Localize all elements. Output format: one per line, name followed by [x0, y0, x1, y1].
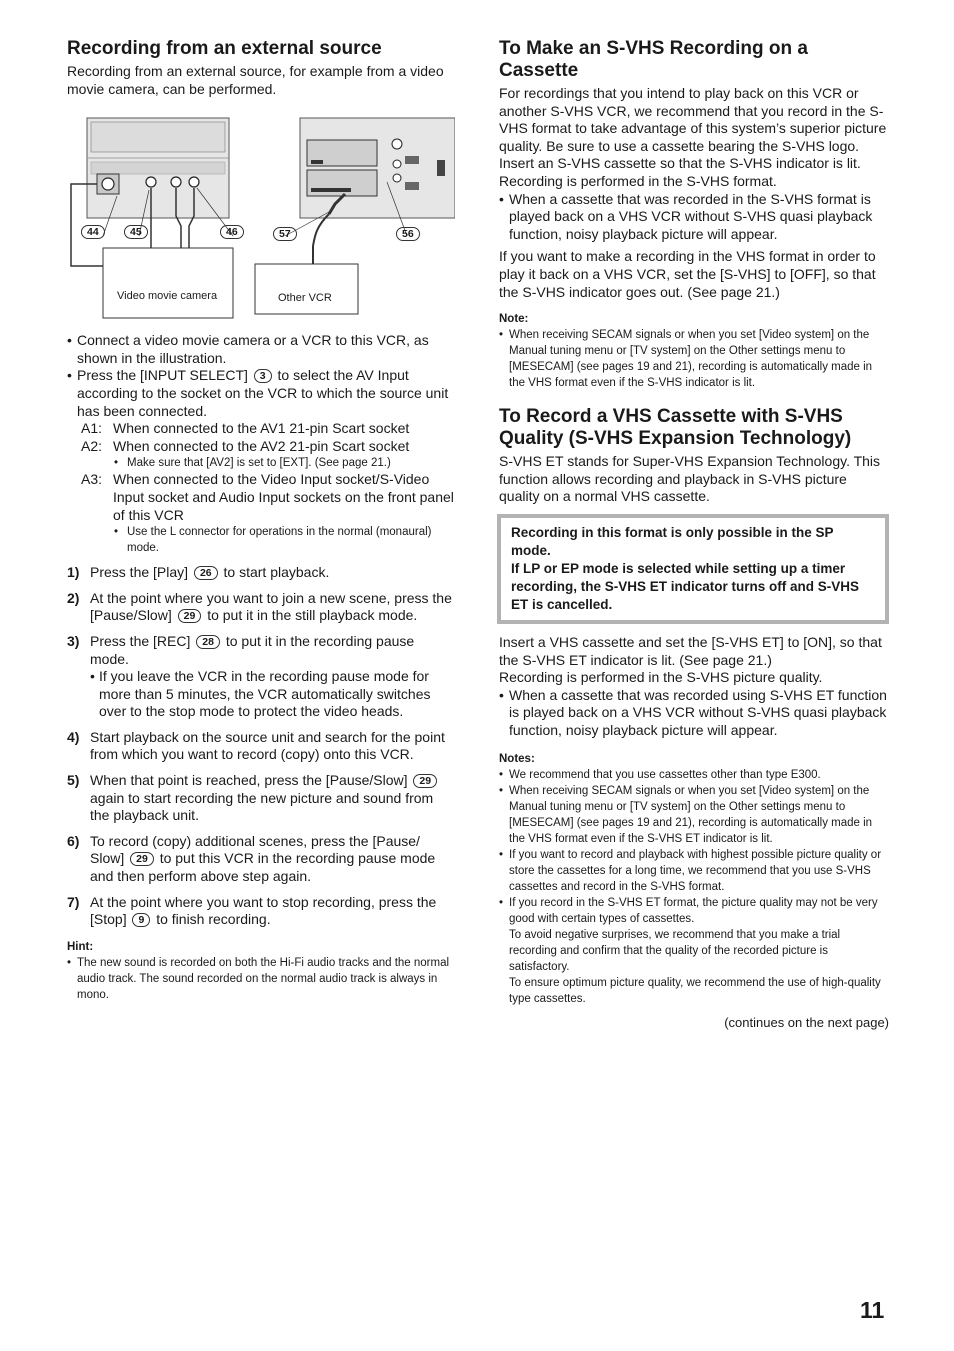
- continues-note: (continues on the next page): [724, 1015, 889, 1031]
- a3-note: • Use the L connector for operations in the normal (monaural) mode.: [67, 524, 455, 556]
- connection-illustration: [67, 116, 455, 321]
- note-1: • We recommend that you use cassettes other than type E300.: [499, 767, 889, 783]
- audio-r-socket: [189, 177, 199, 187]
- callout-57: 57: [273, 227, 297, 241]
- key-3: 3: [254, 369, 272, 383]
- a2-item: A2: When connected to the AV2 21-pin Scart socket: [81, 437, 410, 454]
- callout-44: 44: [81, 225, 105, 239]
- note-2: • When receiving SECAM signals or when you set [Video system] on the Manual tuning menu or [TV system] on the Other settings menu to [MESECAM] (see pages 19 and 21), recording is automatically made in the VHS format even if the S-VHS ET indicator is lit.: [499, 783, 889, 847]
- key-28: 28: [196, 635, 220, 649]
- section-title-external-source: Recording from an external source: [67, 38, 382, 59]
- bullet-input-select: • Press the [INPUT SELECT] 3 to select the AV Input according to the socket on the VCR to which the source unit has been connected.: [67, 367, 455, 420]
- camera-label: Video movie camera: [117, 290, 218, 303]
- note-heading: Note:: [499, 313, 529, 326]
- svhs-para-2: Insert an S-VHS cassette so that the S-VHS indicator is lit. Recording is performed in the S-VHS format.: [499, 155, 861, 189]
- svhs-para-1: For recordings that you intend to play back on this VCR or another S-VHS VCR, we recommend that you record in the S-VHS format to take advantage of this system’s superior picture quality. Be sure to use a cassette bearing the S-VHS logo.: [499, 85, 887, 154]
- svhs-et-para-2: Insert a VHS cassette and set the [S-VHS ET] to [ON], so that the S-VHS ET indicator is lit. (See page 21.): [499, 633, 882, 668]
- a1-item: A1: When connected to the AV1 21-pin Scart socket: [81, 420, 410, 437]
- page-number: 11: [860, 1297, 885, 1323]
- step-7: 7) At the point where you want to stop recording, press the [Stop] 9 to finish recording.: [67, 893, 437, 928]
- key-26: 26: [194, 566, 218, 580]
- step-4: 4) Start playback on the source unit and search for the point from which you want to record (copy) onto this VCR.: [67, 728, 445, 763]
- key-29: 29: [413, 774, 437, 788]
- step-3: 3) Press the [REC] 28 to put it in the recording pause mode.: [67, 632, 415, 667]
- svhs-et-bullet: • When a cassette that was recorded using S-VHS ET function is played back on a VHS VCR without S-VHS quasi playback function, noisy playback picture will appear.: [499, 687, 889, 740]
- sp-mode-warning-box: Recording in this format is only possible in the SP mode. If LP or EP mode is selected while setting up a timer recording, the S-VHS ET indicator turns off and S-VHS ET is cancelled.: [497, 514, 889, 624]
- svhs-para-3: If you want to make a recording in the VHS format in order to play it back on a VHS VCR, set the [S-VHS] to [OFF], so that the S-VHS indicator goes out. (See page 21.): [499, 248, 876, 300]
- a3-item: A3: When connected to the Video Input socket/S-Video Input socket and Audio Input sockets on the front panel of this VCR: [81, 471, 454, 523]
- intro-text: Recording from an external source, for example from a video movie camera, can be performed.: [67, 63, 444, 97]
- bullet-connect: • Connect a video movie camera or a VCR to this VCR, as shown in the illustration.: [67, 332, 455, 367]
- step-2: 2) At the point where you want to join a new scene, press the [Pause/Slow] 29 to put it in the still playback mode.: [67, 589, 452, 624]
- callout-56: 56: [396, 227, 420, 241]
- section-title-svhs-et: To Record a VHS Cassette with S-VHS Quality (S-VHS Expansion Technology): [499, 406, 852, 450]
- step-5: 5) When that point is reached, press the [Pause/Slow] 29 again to start recording the new picture and sound from the playback unit.: [67, 772, 455, 825]
- svhs-bullet-1: • When a cassette that was recorded in the S-VHS format is played back on a VHS VCR without S-VHS quasi playback function, noisy playback picture will appear.: [499, 191, 889, 244]
- s-video-socket: [102, 178, 114, 190]
- audio-l-socket: [171, 177, 181, 187]
- other-vcr-box: [255, 264, 358, 314]
- hint-text: • The new sound is recorded on both the Hi-Fi audio tracks and the normal audio track. The sound recorded on the normal audio track is always in mono.: [67, 955, 455, 1003]
- key-29: 29: [178, 609, 202, 623]
- vcr-rear-panel: [300, 118, 455, 218]
- camera-box: [103, 248, 233, 318]
- a2-note: • Make sure that [AV2] is set to [EXT]. (See page 21.): [67, 455, 455, 471]
- other-vcr-label: Other VCR: [278, 292, 332, 305]
- section-title-svhs-recording: To Make an S-VHS Recording on a Cassette: [499, 38, 808, 81]
- key-9: 9: [132, 913, 150, 927]
- steps-list: [67, 564, 455, 929]
- left-column: [67, 38, 455, 1003]
- step-3-bullet: • If you leave the VCR in the recording pause mode for more than 5 minutes, the VCR automatically switches over to the stop mode to protect the video heads.: [67, 668, 455, 721]
- svhs-et-para-3: Recording is performed in the S-VHS picture quality.: [499, 669, 823, 686]
- note-text: • When receiving SECAM signals or when you set [Video system] on the Manual tuning menu or [TV system] on the Other settings menu to [MESECAM] (see pages 19 and 21), recording is automatically made in the VHS format even if the S-VHS indicator is lit.: [499, 327, 889, 391]
- callout-46: 46: [220, 225, 244, 239]
- callout-45: 45: [124, 225, 148, 239]
- key-29: 29: [130, 852, 154, 866]
- step-6: 6) To record (copy) additional scenes, press the [Pause/ Slow] 29 to put this VCR in the recording pause mode and then perform above step again.: [67, 832, 436, 885]
- video-in-socket: [146, 177, 156, 187]
- notes-heading: Notes:: [499, 753, 535, 766]
- right-column: [499, 38, 889, 1030]
- note-3: • If you want to record and playback with highest possible picture quality or store the cassettes for a long time, we recommend that you use S-VHS cassettes and record in the S-VHS format.: [499, 847, 889, 895]
- step-1: 1) Press the [Play] 26 to start playback.: [67, 564, 330, 581]
- note-4: • If you record in the S-VHS ET format, the picture quality may not be very good with certain types of cassettes. To avoid negative surprises, we recommend that you make a trial recording and confirm that the quality of the recorded picture is satisfactory. To ensure optimum picture quality, we recommend the use of high-quality type cassettes.: [499, 895, 889, 1007]
- svhs-et-para: S-VHS ET stands for Super-VHS Expansion Technology. This function allows recording and playback in S-VHS picture quality on a normal VHS cassette.: [499, 453, 881, 505]
- hint-heading: Hint:: [67, 940, 94, 953]
